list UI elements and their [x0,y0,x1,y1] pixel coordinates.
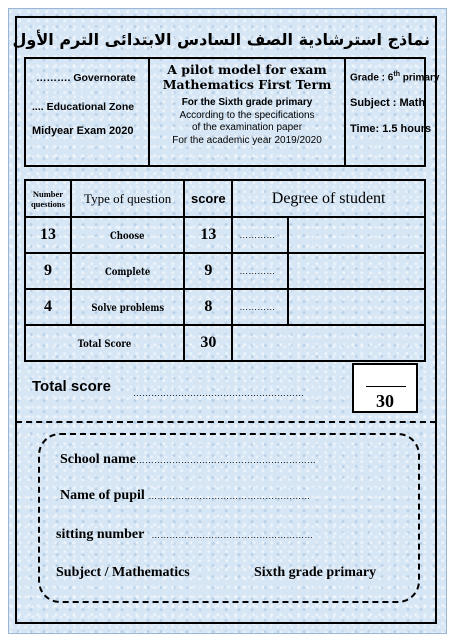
school-name-field[interactable]: …………………………………………………… [135,455,316,465]
exam-label: Midyear Exam 2020 [32,125,134,137]
sitting-number-label: sitting number [56,527,145,542]
total-score-box-value: 30 [376,391,394,411]
row-number: 13 [25,217,71,253]
academic-year-line: For the academic year 2019/2020 [172,134,322,146]
row-type: Choose [71,217,184,253]
header-box [24,57,440,167]
header-right [346,59,440,165]
header-degree-of-student: Degree of student [232,180,425,217]
table-row [25,289,425,325]
pupil-name-line [60,488,310,504]
total-score-value: 30 [184,325,232,361]
pupil-name-label: Name of pupil [60,488,145,503]
row-degree-empty [288,253,425,289]
header-center [150,59,344,165]
row-degree-field[interactable]: ………… [232,217,288,253]
school-name-label: School name [60,452,136,467]
row-degree-field[interactable]: ………… [232,253,288,289]
pupil-name-field[interactable]: ……………………………………………… [148,491,311,501]
subject-term-title: Mathematics First Term [162,77,332,92]
header-number-questions: Number questions [25,180,71,217]
school-name-line [60,452,316,468]
student-info-box [38,433,420,603]
table-total-row [25,325,425,361]
pilot-model-title: A pilot model for exam [167,62,327,77]
row-score: 9 [184,253,232,289]
governorate-label: ………. Governorate [36,72,136,84]
time-label: Time: 1.5 hours [350,123,432,135]
total-score-box [352,363,418,413]
table-row [25,253,425,289]
row-degree-empty [288,289,425,325]
subject-label: Subject : Math [350,97,426,109]
total-degree-field[interactable] [232,325,425,361]
spec-line-1: According to the specifications [179,109,315,121]
row-degree-empty [288,217,425,253]
row-score: 13 [184,217,232,253]
total-score-dots[interactable]: ………………………………………………… [133,388,304,398]
grade-text: Sixth grade primary [254,565,377,580]
row-score: 8 [184,289,232,325]
dashed-cut-line [16,421,436,423]
header-score: score [184,180,232,217]
row-number: 4 [25,289,71,325]
score-table [24,179,426,362]
row-type: Complete [71,253,184,289]
total-score-heading: Total score [32,378,111,395]
fraction-bar [366,386,406,387]
total-score-label: Total Score [25,325,184,361]
subject-text: Subject / Mathematics [56,565,190,580]
spec-line-2: of the examination paper [191,122,303,133]
table-header-row [25,180,425,217]
table-row [25,217,425,253]
grade-line-bottom [254,565,376,581]
educational-zone-label: .... Educational Zone [32,101,135,113]
subject-line [56,565,190,581]
grade-label: Grade : 6th primary [350,71,440,84]
sitting-number-field[interactable]: ……………………………………………… [151,530,314,540]
arabic-title: نماذج استرشادية الصف السادس الابتدائى الترم الأول [12,30,430,49]
row-degree-field[interactable]: ………… [232,289,288,325]
row-type: Solve problems [71,289,184,325]
sitting-number-line [56,527,313,543]
row-number: 9 [25,253,71,289]
header-type-of-question: Type of question [71,180,184,217]
grade-line: For the Sixth grade primary [181,97,313,108]
